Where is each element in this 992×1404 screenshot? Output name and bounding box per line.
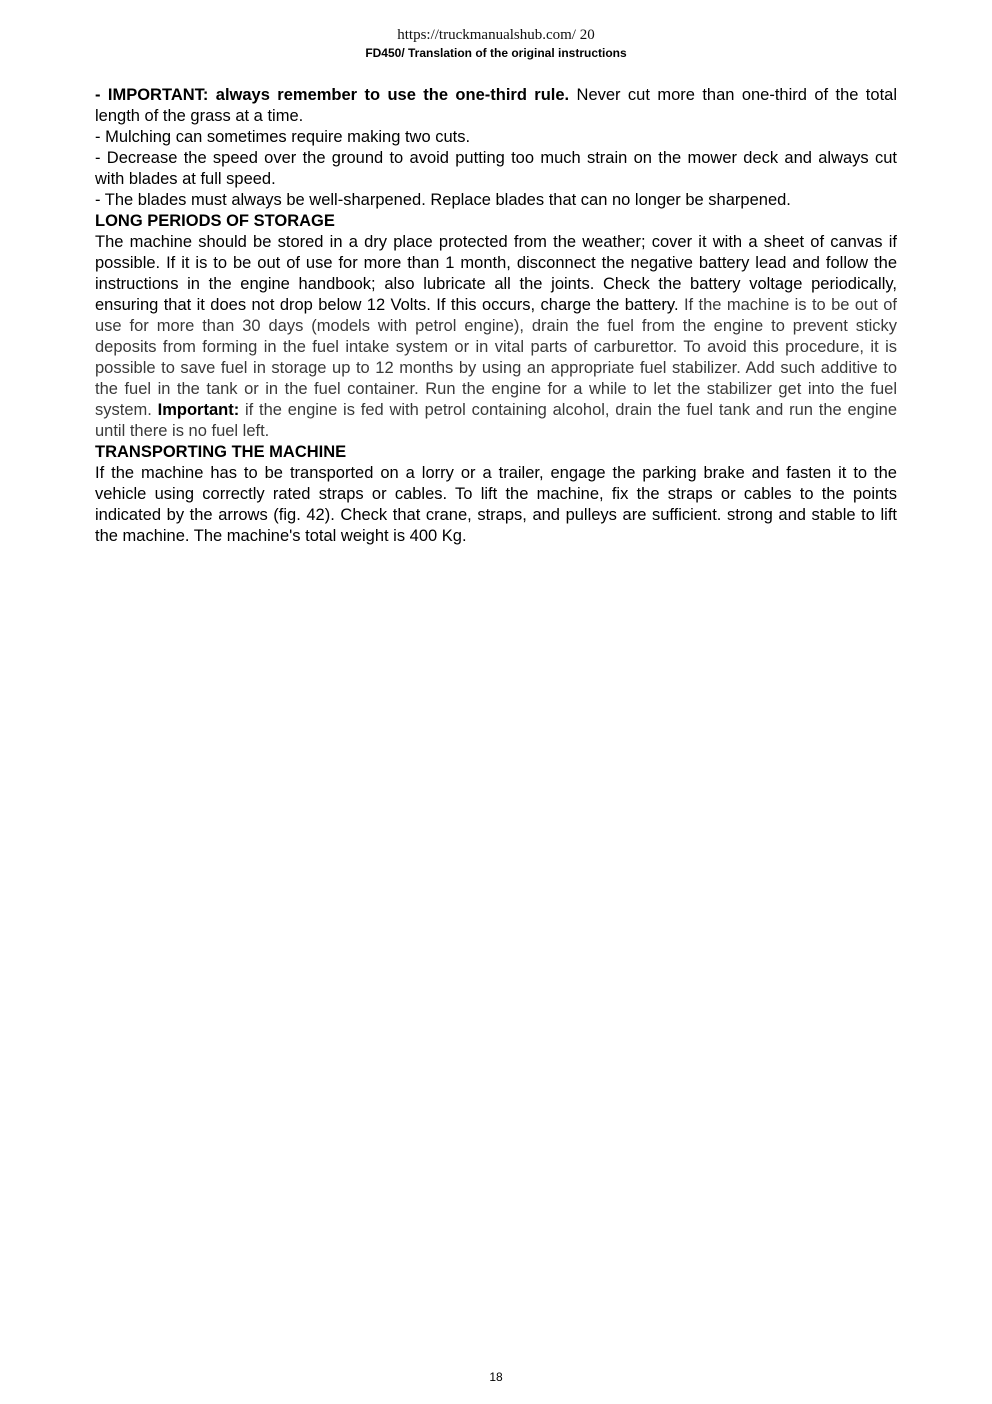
storage-paragraph <box>95 232 897 442</box>
tip-mulching: - Mulching can sometimes require making two cuts. <box>95 128 471 146</box>
storage-text-part2: If the machine is to be out of use for more than 30 days (models with petrol engine), drain the fuel from the engine to prevent sticky deposits from forming in the fuel intake system or in vital parts of carburettor. To avoid this procedure, it is possible to save fuel in storage up to 12 months by using an appropriate fuel stabilizer. Add such additive to the fuel in the tank or in the fuel container. Run the engine for a while to let the stabilizer get into the fuel system. <box>95 296 898 419</box>
page-header <box>0 26 992 61</box>
tip-blades: - The blades must always be well-sharpened. Replace blades that can no longer be sharpened. <box>95 191 791 209</box>
page-number: 18 <box>489 1370 503 1384</box>
storage-heading: LONG PERIODS OF STORAGE <box>95 212 335 230</box>
transport-paragraph: If the machine has to be transported on a lorry or a trailer, engage the parking brake and fasten it to the vehicle using correctly rated straps or cables. To lift the machine, fix the straps or cables to the points indicated by the arrows (fig. 42). Check that crane, straps, and pulleys are sufficient. strong and stable to lift the machine. The machine's total weight is 400 Kg. <box>95 464 897 545</box>
header-title: FD450/ Translation of the original instructions <box>365 46 627 60</box>
storage-important-label: Important: <box>157 401 240 419</box>
tip-one-third-text: Never cut more than one-third of the total length of the grass at a time. <box>95 86 897 125</box>
tip-important-lead: - IMPORTANT: always remember to use the one-third rule. <box>95 86 570 104</box>
storage-text-part3: if the engine is fed with petrol containing alcohol, drain the fuel tank and run the engine until there is no fuel left. <box>95 401 897 440</box>
storage-text-part1: The machine should be stored in a dry place protected from the weather; cover it with a sheet of canvas if possible. If it is to be out of use for more than 1 month, disconnect the negative battery lead and follow the instructions in the engine handbook; also lubricate all the joints. Check the battery voltage periodically, ensuring that it does not drop below 12 Volts. If this occurs, charge the battery. <box>95 233 897 314</box>
header-url: https://truckmanualshub.com/ 20 <box>397 27 595 43</box>
transport-heading: TRANSPORTING THE MACHINE <box>95 443 347 461</box>
tip-speed: - Decrease the speed over the ground to avoid putting too much strain on the mower deck and always cut with blades at full speed. <box>95 149 897 188</box>
page-content <box>95 85 897 547</box>
tip-one-third-rule <box>95 85 897 127</box>
